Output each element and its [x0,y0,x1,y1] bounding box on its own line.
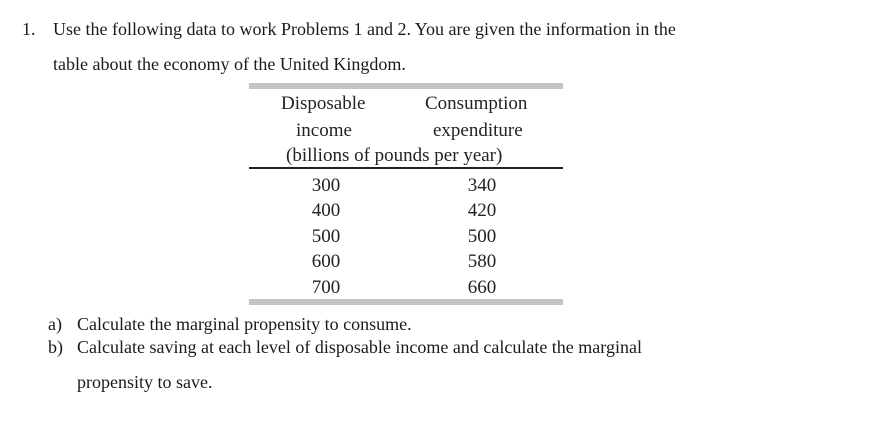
cell-income: 700 [311,277,341,298]
col-header-income: income [296,120,352,141]
cell-income: 600 [311,251,341,272]
question-number: 1. [22,19,36,39]
units-label: (billions of pounds per year) [286,145,503,166]
data-table [249,83,563,306]
table-bottom-rule [249,299,563,305]
cell-income: 500 [311,226,341,247]
table-top-rule [249,83,563,89]
subquestion-a-marker: a) [48,314,62,334]
subquestion-a-text: Calculate the marginal propensity to consume. [77,314,412,334]
col-header-consumption: Consumption [425,93,528,114]
col-header-disposable: Disposable [281,93,366,114]
cell-consumption: 340 [467,175,497,196]
question-intro-line-2: table about the economy of the United Kingdom. [53,54,406,74]
subquestion-b-text-line-2: propensity to save. [77,372,213,392]
cell-consumption: 500 [467,226,497,247]
question-intro-line-1: Use the following data to work Problems 1 and 2. You are given the information in the [53,19,676,39]
subquestion-b-text-line-1: Calculate saving at each level of disposable income and calculate the marginal [77,337,642,357]
header-divider [249,167,563,169]
cell-consumption: 420 [467,200,497,221]
cell-income: 300 [311,175,341,196]
cell-consumption: 580 [467,251,497,272]
subquestion-b-marker: b) [48,337,63,357]
cell-consumption: 660 [467,277,497,298]
col-header-expenditure: expenditure [433,120,523,141]
cell-income: 400 [311,200,341,221]
